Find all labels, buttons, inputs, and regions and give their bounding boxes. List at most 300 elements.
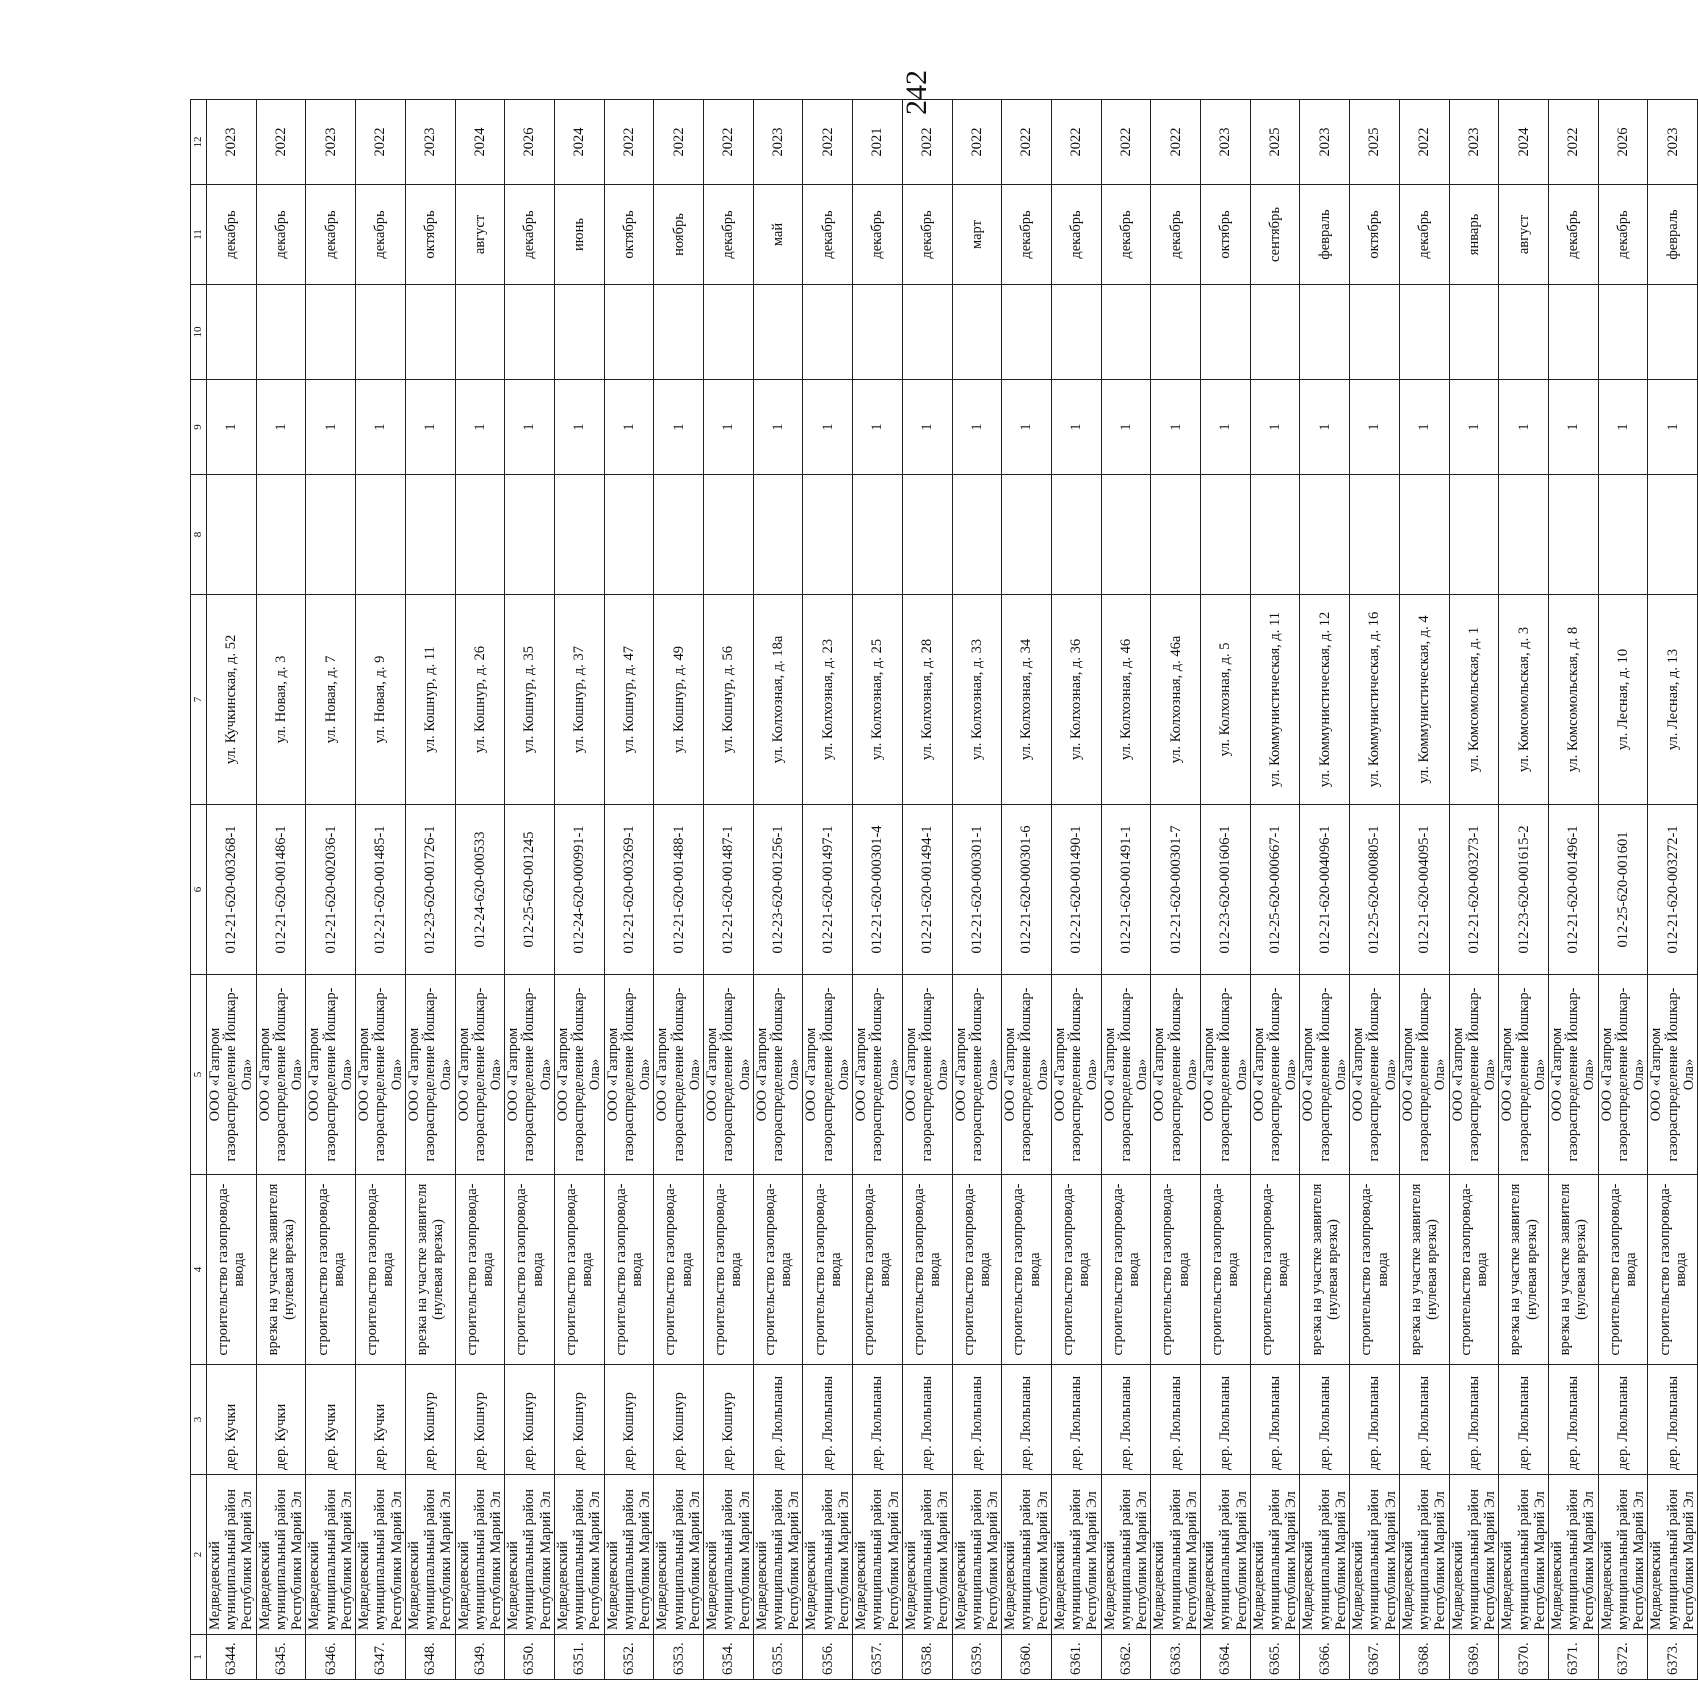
application-code-cell: 012-24-620-000533 — [455, 805, 505, 975]
quantity-cell: 1 — [554, 380, 604, 475]
year-cell: 2023 — [207, 100, 257, 185]
area-cell: Медведевский муниципальный район Республики Марий Эл — [405, 1475, 455, 1635]
organization-cell: ООО «Газпром газораспределение Йошкар-Ола» — [704, 975, 754, 1175]
settlement-cell: дер. Люльпаны — [1250, 1365, 1300, 1475]
column-10-cell — [405, 285, 455, 380]
address-cell: ул. Кошнур, д. 35 — [505, 595, 555, 805]
settlement-cell: дер. Люльпаны — [1201, 1365, 1251, 1475]
column-8-cell — [654, 475, 704, 595]
area-cell: Медведевский муниципальный район Республики Марий Эл — [1449, 1475, 1499, 1635]
quantity-cell: 1 — [853, 380, 903, 475]
row-number-cell: 6347. — [356, 1635, 406, 1680]
column-10-cell — [604, 285, 654, 380]
address-cell: ул. Кошнур, д. 49 — [654, 595, 704, 805]
work-type-cell: строительство газопровода-ввода — [455, 1175, 505, 1365]
application-code-cell: 012-21-620-001485-1 — [356, 805, 406, 975]
settlement-cell: дер. Люльпаны — [1151, 1365, 1201, 1475]
application-code-cell: 012-21-620-001497-1 — [803, 805, 853, 975]
application-code-cell: 012-25-620-001245 — [505, 805, 555, 975]
organization-cell: ООО «Газпром газораспределение Йошкар-Ола» — [803, 975, 853, 1175]
year-cell: 2025 — [1250, 100, 1300, 185]
work-type-cell: строительство газопровода-ввода — [704, 1175, 754, 1365]
month-cell: ноябрь — [654, 185, 704, 285]
table-row — [1598, 100, 1648, 1680]
work-type-cell: строительство газопровода-ввода — [654, 1175, 704, 1365]
application-code-cell: 012-21-620-001494-1 — [902, 805, 952, 975]
work-type-cell: строительство газопровода-ввода — [1598, 1175, 1648, 1365]
table-row — [1548, 100, 1598, 1680]
table-row — [952, 100, 1002, 1680]
column-10-cell — [1151, 285, 1201, 380]
quantity-cell: 1 — [1598, 380, 1648, 475]
column-10-cell — [803, 285, 853, 380]
application-code-cell: 012-24-620-000991-1 — [554, 805, 604, 975]
column-number: 9 — [191, 380, 207, 475]
area-cell: Медведевский муниципальный район Республики Марий Эл — [356, 1475, 406, 1635]
application-code-cell: 012-23-620-001606-1 — [1201, 805, 1251, 975]
organization-cell: ООО «Газпром газораспределение Йошкар-Ола» — [902, 975, 952, 1175]
month-cell: февраль — [1648, 185, 1698, 285]
column-10-cell — [753, 285, 803, 380]
settlement-cell: дер. Люльпаны — [902, 1365, 952, 1475]
work-type-cell: строительство газопровода-ввода — [207, 1175, 257, 1365]
column-8-cell — [952, 475, 1002, 595]
settlement-cell: дер. Люльпаны — [952, 1365, 1002, 1475]
application-code-cell: 012-21-620-003269-1 — [604, 805, 654, 975]
address-cell: ул. Комсомольская, д. 8 — [1548, 595, 1598, 805]
column-8-cell — [1002, 475, 1052, 595]
column-number: 3 — [191, 1365, 207, 1475]
gas-connection-register-table — [190, 99, 1698, 1680]
column-10-cell — [1051, 285, 1101, 380]
settlement-cell: дер. Кучки — [256, 1365, 306, 1475]
organization-cell: ООО «Газпром газораспределение Йошкар-Ола» — [753, 975, 803, 1175]
quantity-cell: 1 — [356, 380, 406, 475]
area-cell: Медведевский муниципальный район Республики Марий Эл — [207, 1475, 257, 1635]
application-code-cell: 012-21-620-001496-1 — [1548, 805, 1598, 975]
month-cell: январь — [1449, 185, 1499, 285]
year-cell: 2021 — [853, 100, 903, 185]
address-cell: ул. Кошнур, д. 37 — [554, 595, 604, 805]
month-cell: март — [952, 185, 1002, 285]
application-code-cell: 012-21-620-004095-1 — [1399, 805, 1449, 975]
year-cell: 2023 — [306, 100, 356, 185]
column-number: 10 — [191, 285, 207, 380]
settlement-cell: дер. Люльпаны — [753, 1365, 803, 1475]
application-code-cell: 012-21-620-003273-1 — [1449, 805, 1499, 975]
work-type-cell: врезка на участке заявителя (нулевая врезка) — [1499, 1175, 1549, 1365]
application-code-cell: 012-23-620-001256-1 — [753, 805, 803, 975]
work-type-cell: строительство газопровода-ввода — [554, 1175, 604, 1365]
column-10-cell — [1648, 285, 1698, 380]
year-cell: 2023 — [1300, 100, 1350, 185]
table-row — [704, 100, 754, 1680]
column-10-cell — [853, 285, 903, 380]
address-cell: ул. Коммунистическая, д. 16 — [1350, 595, 1400, 805]
row-number-cell: 6345. — [256, 1635, 306, 1680]
month-cell: декабрь — [704, 185, 754, 285]
organization-cell: ООО «Газпром газораспределение Йошкар-Ола» — [1250, 975, 1300, 1175]
row-number-cell: 6361. — [1051, 1635, 1101, 1680]
address-cell: ул. Новая, д. 3 — [256, 595, 306, 805]
year-cell: 2022 — [356, 100, 406, 185]
work-type-cell: строительство газопровода-ввода — [753, 1175, 803, 1365]
row-number-cell: 6346. — [306, 1635, 356, 1680]
table-row — [306, 100, 356, 1680]
quantity-cell: 1 — [654, 380, 704, 475]
area-cell: Медведевский муниципальный район Республики Марий Эл — [306, 1475, 356, 1635]
column-8-cell — [1250, 475, 1300, 595]
table-row — [1648, 100, 1698, 1680]
column-8-cell — [1449, 475, 1499, 595]
column-10-cell — [306, 285, 356, 380]
column-10-cell — [1399, 285, 1449, 380]
table-row — [1300, 100, 1350, 1680]
column-10-cell — [1201, 285, 1251, 380]
table-row — [1350, 100, 1400, 1680]
organization-cell: ООО «Газпром газораспределение Йошкар-Ола» — [604, 975, 654, 1175]
address-cell: ул. Колхозная, д. 46а — [1151, 595, 1201, 805]
year-cell: 2024 — [554, 100, 604, 185]
column-10-cell — [1350, 285, 1400, 380]
settlement-cell: дер. Люльпаны — [1350, 1365, 1400, 1475]
month-cell: декабрь — [505, 185, 555, 285]
area-cell: Медведевский муниципальный район Республики Марий Эл — [1201, 1475, 1251, 1635]
address-cell: ул. Колхозная, д. 5 — [1201, 595, 1251, 805]
table-row — [1499, 100, 1549, 1680]
application-code-cell: 012-21-620-003272-1 — [1648, 805, 1698, 975]
settlement-cell: дер. Люльпаны — [1399, 1365, 1449, 1475]
area-cell: Медведевский муниципальный район Республики Марий Эл — [1151, 1475, 1201, 1635]
address-cell: ул. Колхозная, д. 23 — [803, 595, 853, 805]
table-row — [356, 100, 406, 1680]
month-cell: октябрь — [1350, 185, 1400, 285]
area-cell: Медведевский муниципальный район Республики Марий Эл — [1548, 1475, 1598, 1635]
settlement-cell: дер. Люльпаны — [853, 1365, 903, 1475]
quantity-cell: 1 — [1300, 380, 1350, 475]
row-number-cell: 6366. — [1300, 1635, 1350, 1680]
address-cell: ул. Колхозная, д. 46 — [1101, 595, 1151, 805]
area-cell: Медведевский муниципальный район Республики Марий Эл — [554, 1475, 604, 1635]
application-code-cell: 012-21-620-001490-1 — [1051, 805, 1101, 975]
address-cell: ул. Кошнур, д. 26 — [455, 595, 505, 805]
column-number: 8 — [191, 475, 207, 595]
area-cell: Медведевский муниципальный район Республики Марий Эл — [1250, 1475, 1300, 1635]
table-row — [1002, 100, 1052, 1680]
year-cell: 2022 — [1151, 100, 1201, 185]
application-code-cell: 012-21-620-000301-4 — [853, 805, 903, 975]
table-row — [207, 100, 257, 1680]
application-code-cell: 012-21-620-001488-1 — [654, 805, 704, 975]
settlement-cell: дер. Люльпаны — [803, 1365, 853, 1475]
table-row — [654, 100, 704, 1680]
work-type-cell: строительство газопровода-ввода — [1151, 1175, 1201, 1365]
row-number-cell: 6350. — [505, 1635, 555, 1680]
organization-cell: ООО «Газпром газораспределение Йошкар-Ола» — [1399, 975, 1449, 1175]
work-type-cell: врезка на участке заявителя (нулевая врезка) — [1548, 1175, 1598, 1365]
organization-cell: ООО «Газпром газораспределение Йошкар-Ола» — [1300, 975, 1350, 1175]
table-row — [1151, 100, 1201, 1680]
rotated-table-container — [190, 100, 1697, 1680]
work-type-cell: строительство газопровода-ввода — [1350, 1175, 1400, 1365]
work-type-cell: врезка на участке заявителя (нулевая врезка) — [405, 1175, 455, 1365]
settlement-cell: дер. Кучки — [207, 1365, 257, 1475]
area-cell: Медведевский муниципальный район Республики Марий Эл — [1499, 1475, 1549, 1635]
quantity-cell: 1 — [1399, 380, 1449, 475]
column-number: 2 — [191, 1475, 207, 1635]
column-10-cell — [1300, 285, 1350, 380]
year-cell: 2022 — [1051, 100, 1101, 185]
work-type-cell: строительство газопровода-ввода — [1449, 1175, 1499, 1365]
row-number-cell: 6344. — [207, 1635, 257, 1680]
work-type-cell: врезка на участке заявителя (нулевая врезка) — [256, 1175, 306, 1365]
address-cell: ул. Новая, д. 7 — [306, 595, 356, 805]
year-cell: 2022 — [1548, 100, 1598, 185]
month-cell: декабрь — [1399, 185, 1449, 285]
table-row — [902, 100, 952, 1680]
row-number-cell: 6359. — [952, 1635, 1002, 1680]
row-number-cell: 6368. — [1399, 1635, 1449, 1680]
month-cell: декабрь — [207, 185, 257, 285]
organization-cell: ООО «Газпром газораспределение Йошкар-Ола» — [1499, 975, 1549, 1175]
month-cell: февраль — [1300, 185, 1350, 285]
month-cell: декабрь — [902, 185, 952, 285]
address-cell: ул. Новая, д. 9 — [356, 595, 406, 805]
address-cell: ул. Колхозная, д. 18а — [753, 595, 803, 805]
settlement-cell: дер. Люльпаны — [1499, 1365, 1549, 1475]
work-type-cell: строительство газопровода-ввода — [902, 1175, 952, 1365]
column-number: 1 — [191, 1635, 207, 1680]
area-cell: Медведевский муниципальный район Республики Марий Эл — [455, 1475, 505, 1635]
column-10-cell — [952, 285, 1002, 380]
work-type-cell: строительство газопровода-ввода — [1201, 1175, 1251, 1365]
address-cell: ул. Кошнур, д. 47 — [604, 595, 654, 805]
organization-cell: ООО «Газпром газораспределение Йошкар-Ола» — [356, 975, 406, 1175]
quantity-cell: 1 — [803, 380, 853, 475]
column-8-cell — [1648, 475, 1698, 595]
quantity-cell: 1 — [505, 380, 555, 475]
year-cell: 2022 — [654, 100, 704, 185]
settlement-cell: дер. Кучки — [306, 1365, 356, 1475]
application-code-cell: 012-25-620-001601 — [1598, 805, 1648, 975]
organization-cell: ООО «Газпром газораспределение Йошкар-Ола» — [1648, 975, 1698, 1175]
column-number: 12 — [191, 100, 207, 185]
column-8-cell — [1051, 475, 1101, 595]
area-cell: Медведевский муниципальный район Республики Марий Эл — [853, 1475, 903, 1635]
month-cell: декабрь — [853, 185, 903, 285]
table-row — [853, 100, 903, 1680]
row-number-cell: 6367. — [1350, 1635, 1400, 1680]
area-cell: Медведевский муниципальный район Республики Марий Эл — [1350, 1475, 1400, 1635]
work-type-cell: врезка на участке заявителя (нулевая врезка) — [1300, 1175, 1350, 1365]
organization-cell: ООО «Газпром газораспределение Йошкар-Ола» — [1598, 975, 1648, 1175]
application-code-cell: 012-21-620-001491-1 — [1101, 805, 1151, 975]
month-cell: июнь — [554, 185, 604, 285]
column-8-cell — [1350, 475, 1400, 595]
column-8-cell — [1548, 475, 1598, 595]
quantity-cell: 1 — [1350, 380, 1400, 475]
area-cell: Медведевский муниципальный район Республики Марий Эл — [505, 1475, 555, 1635]
address-cell: ул. Колхозная, д. 34 — [1002, 595, 1052, 805]
quantity-cell: 1 — [256, 380, 306, 475]
column-number-row — [191, 100, 207, 1680]
application-code-cell: 012-25-620-000667-1 — [1250, 805, 1300, 975]
row-number-cell: 6353. — [654, 1635, 704, 1680]
application-code-cell: 012-21-620-001486-1 — [256, 805, 306, 975]
month-cell: декабрь — [803, 185, 853, 285]
settlement-cell: дер. Кошнур — [654, 1365, 704, 1475]
year-cell: 2026 — [1598, 100, 1648, 185]
address-cell: ул. Кучкинская, д. 52 — [207, 595, 257, 805]
row-number-cell: 6357. — [853, 1635, 903, 1680]
organization-cell: ООО «Газпром газораспределение Йошкар-Ола» — [952, 975, 1002, 1175]
quantity-cell: 1 — [1250, 380, 1300, 475]
work-type-cell: строительство газопровода-ввода — [1051, 1175, 1101, 1365]
organization-cell: ООО «Газпром газораспределение Йошкар-Ола» — [505, 975, 555, 1175]
row-number-cell: 6371. — [1548, 1635, 1598, 1680]
work-type-cell: строительство газопровода-ввода — [853, 1175, 903, 1365]
area-cell: Медведевский муниципальный район Республики Марий Эл — [1399, 1475, 1449, 1635]
month-cell: декабрь — [1151, 185, 1201, 285]
settlement-cell: дер. Люльпаны — [1598, 1365, 1648, 1475]
application-code-cell: 012-21-620-004096-1 — [1300, 805, 1350, 975]
month-cell: декабрь — [356, 185, 406, 285]
work-type-cell: строительство газопровода-ввода — [604, 1175, 654, 1365]
application-code-cell: 012-23-620-001615-2 — [1499, 805, 1549, 975]
organization-cell: ООО «Газпром газораспределение Йошкар-Ола» — [1051, 975, 1101, 1175]
area-cell: Медведевский муниципальный район Республики Марий Эл — [1101, 1475, 1151, 1635]
year-cell: 2022 — [1399, 100, 1449, 185]
quantity-cell: 1 — [207, 380, 257, 475]
address-cell: ул. Коммунистическая, д. 12 — [1300, 595, 1350, 805]
month-cell: октябрь — [604, 185, 654, 285]
application-code-cell: 012-21-620-002036-1 — [306, 805, 356, 975]
row-number-cell: 6348. — [405, 1635, 455, 1680]
column-8-cell — [455, 475, 505, 595]
column-number: 4 — [191, 1175, 207, 1365]
address-cell: ул. Колхозная, д. 25 — [853, 595, 903, 805]
application-code-cell: 012-25-620-000805-1 — [1350, 805, 1400, 975]
column-10-cell — [207, 285, 257, 380]
organization-cell: ООО «Газпром газораспределение Йошкар-Ола» — [1002, 975, 1052, 1175]
settlement-cell: дер. Кошнур — [554, 1365, 604, 1475]
column-8-cell — [1151, 475, 1201, 595]
area-cell: Медведевский муниципальный район Республики Марий Эл — [1300, 1475, 1350, 1635]
month-cell: август — [455, 185, 505, 285]
column-10-cell — [505, 285, 555, 380]
row-number-cell: 6370. — [1499, 1635, 1549, 1680]
year-cell: 2022 — [902, 100, 952, 185]
area-cell: Медведевский муниципальный район Республики Марий Эл — [604, 1475, 654, 1635]
settlement-cell: дер. Кошнур — [505, 1365, 555, 1475]
column-number: 5 — [191, 975, 207, 1175]
column-8-cell — [1300, 475, 1350, 595]
organization-cell: ООО «Газпром газораспределение Йошкар-Ола» — [1449, 975, 1499, 1175]
table-row — [1101, 100, 1151, 1680]
settlement-cell: дер. Люльпаны — [1648, 1365, 1698, 1475]
work-type-cell: строительство газопровода-ввода — [952, 1175, 1002, 1365]
column-number: 11 — [191, 185, 207, 285]
table-row — [554, 100, 604, 1680]
column-10-cell — [1499, 285, 1549, 380]
year-cell: 2022 — [604, 100, 654, 185]
column-10-cell — [1250, 285, 1300, 380]
column-10-cell — [1002, 285, 1052, 380]
column-10-cell — [1548, 285, 1598, 380]
column-8-cell — [405, 475, 455, 595]
work-type-cell: строительство газопровода-ввода — [803, 1175, 853, 1365]
year-cell: 2023 — [753, 100, 803, 185]
table-row — [1201, 100, 1251, 1680]
organization-cell: ООО «Газпром газораспределение Йошкар-Ола» — [1350, 975, 1400, 1175]
year-cell: 2022 — [952, 100, 1002, 185]
table-row — [455, 100, 505, 1680]
table-row — [1399, 100, 1449, 1680]
area-cell: Медведевский муниципальный район Республики Марий Эл — [952, 1475, 1002, 1635]
month-cell: декабрь — [1051, 185, 1101, 285]
year-cell: 2022 — [256, 100, 306, 185]
column-10-cell — [554, 285, 604, 380]
organization-cell: ООО «Газпром газораспределение Йошкар-Ола» — [207, 975, 257, 1175]
row-number-cell: 6372. — [1598, 1635, 1648, 1680]
month-cell: декабрь — [306, 185, 356, 285]
row-number-cell: 6360. — [1002, 1635, 1052, 1680]
quantity-cell: 1 — [1648, 380, 1698, 475]
column-8-cell — [902, 475, 952, 595]
area-cell: Медведевский муниципальный район Республики Марий Эл — [1648, 1475, 1698, 1635]
column-10-cell — [902, 285, 952, 380]
row-number-cell: 6362. — [1101, 1635, 1151, 1680]
month-cell: май — [753, 185, 803, 285]
settlement-cell: дер. Люльпаны — [1101, 1365, 1151, 1475]
organization-cell: ООО «Газпром газораспределение Йошкар-Ола» — [853, 975, 903, 1175]
year-cell: 2023 — [405, 100, 455, 185]
organization-cell: ООО «Газпром газораспределение Йошкар-Ола» — [405, 975, 455, 1175]
year-cell: 2023 — [1648, 100, 1698, 185]
month-cell: декабрь — [1548, 185, 1598, 285]
quantity-cell: 1 — [306, 380, 356, 475]
column-10-cell — [654, 285, 704, 380]
quantity-cell: 1 — [704, 380, 754, 475]
area-cell: Медведевский муниципальный район Республики Марий Эл — [1002, 1475, 1052, 1635]
column-8-cell — [604, 475, 654, 595]
address-cell: ул. Кошнур, д. 11 — [405, 595, 455, 805]
year-cell: 2023 — [1201, 100, 1251, 185]
area-cell: Медведевский муниципальный район Республики Марий Эл — [753, 1475, 803, 1635]
application-code-cell: 012-21-620-001487-1 — [704, 805, 754, 975]
row-number-cell: 6355. — [753, 1635, 803, 1680]
work-type-cell: строительство газопровода-ввода — [1101, 1175, 1151, 1365]
application-code-cell: 012-21-620-000301-1 — [952, 805, 1002, 975]
row-number-cell: 6373. — [1648, 1635, 1698, 1680]
work-type-cell: строительство газопровода-ввода — [1002, 1175, 1052, 1365]
month-cell: август — [1499, 185, 1549, 285]
address-cell: ул. Коммунистическая, д. 11 — [1250, 595, 1300, 805]
column-10-cell — [455, 285, 505, 380]
column-8-cell — [1201, 475, 1251, 595]
settlement-cell: дер. Люльпаны — [1051, 1365, 1101, 1475]
organization-cell: ООО «Газпром газораспределение Йошкар-Ола» — [1548, 975, 1598, 1175]
table-row — [256, 100, 306, 1680]
quantity-cell: 1 — [753, 380, 803, 475]
organization-cell: ООО «Газпром газораспределение Йошкар-Ола» — [256, 975, 306, 1175]
year-cell: 2024 — [455, 100, 505, 185]
column-8-cell — [505, 475, 555, 595]
address-cell: ул. Комсомольская, д. 3 — [1499, 595, 1549, 805]
row-number-cell: 6369. — [1449, 1635, 1499, 1680]
area-cell: Медведевский муниципальный район Республики Марий Эл — [1598, 1475, 1648, 1635]
quantity-cell: 1 — [604, 380, 654, 475]
